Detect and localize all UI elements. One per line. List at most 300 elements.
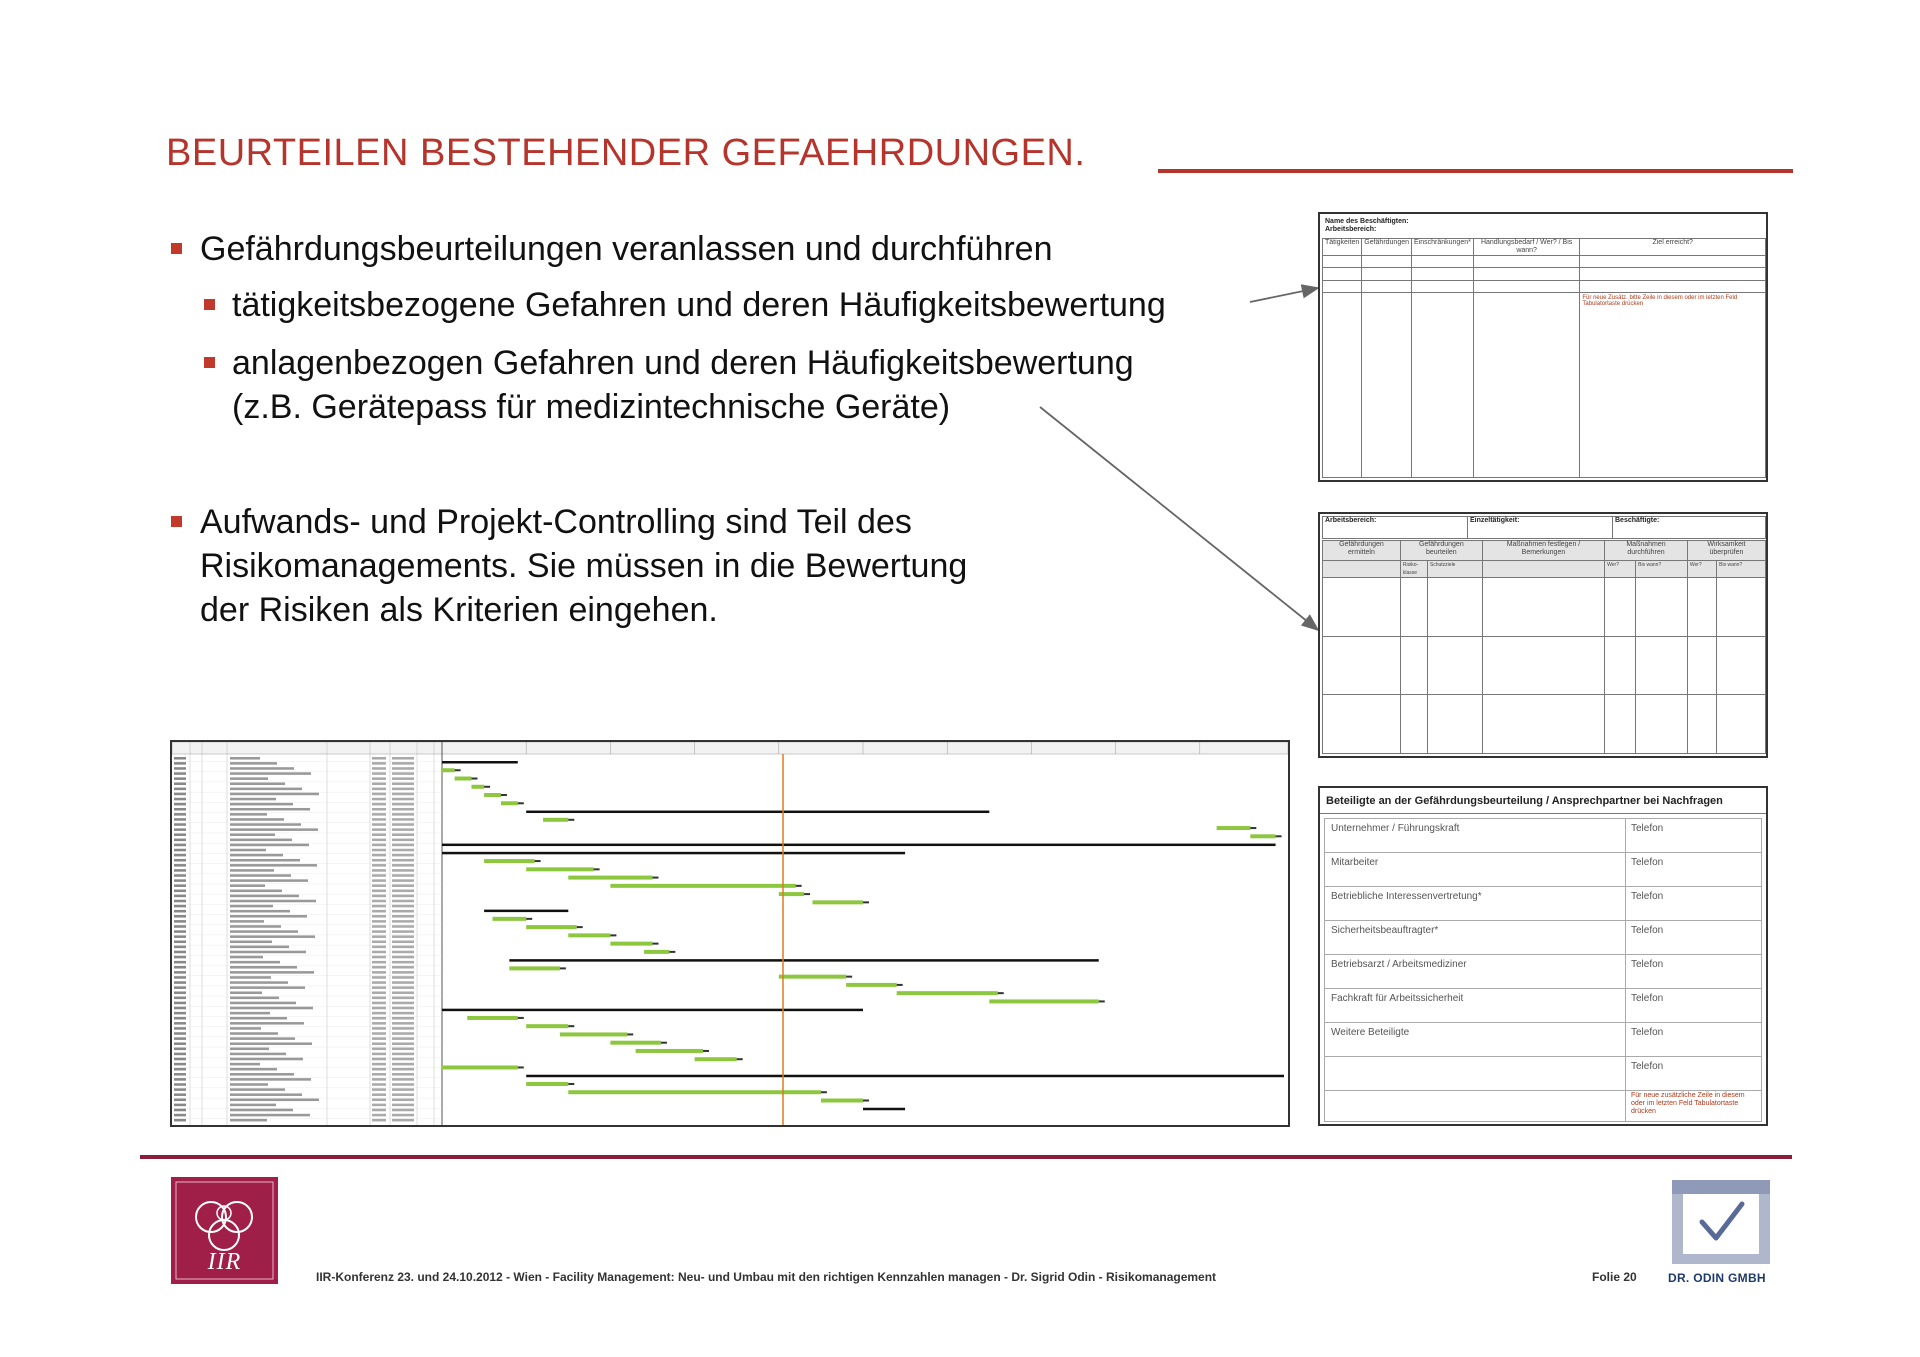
gantt-row-name — [230, 1037, 295, 1040]
gantt-task-bar — [897, 991, 998, 995]
gantt-task-label — [610, 934, 616, 936]
gantt-row-name — [230, 1017, 287, 1020]
gantt-task-label — [863, 901, 869, 903]
gantt-row-duration — [372, 991, 386, 994]
gantt-row-name — [230, 925, 281, 928]
gantt-row-start — [392, 1068, 414, 1071]
gantt-row-id — [174, 1037, 186, 1040]
gantt-row-name — [230, 986, 305, 989]
gantt-row-duration — [372, 1017, 386, 1020]
gantt-row-name — [230, 1007, 313, 1010]
gantt-row-start — [392, 844, 414, 847]
gantt-row-name — [230, 1104, 276, 1107]
gantt-row-duration — [372, 925, 386, 928]
gantt-task-label — [821, 1091, 827, 1093]
gantt-task-bar — [779, 975, 846, 979]
gantt-row-start — [392, 1104, 414, 1107]
form2-subcol: Risiko-klasse — [1400, 561, 1427, 578]
form1-area-label: Arbeitsbereich: — [1325, 226, 1377, 233]
gantt-row-id — [174, 1027, 186, 1030]
gantt-row-duration — [372, 1002, 386, 1005]
gantt-row-duration — [372, 905, 386, 908]
gantt-row-id — [174, 879, 186, 882]
gantt-row-name — [230, 900, 316, 903]
gantt-row-start — [392, 782, 414, 785]
gantt-row-start — [392, 890, 414, 893]
gantt-summary-bar — [484, 910, 568, 913]
gantt-row-start — [392, 879, 414, 882]
arrow-to-form-1 — [1250, 288, 1318, 302]
bullet-1: Gefährdungsbeurteilungen veranlassen und durchführen — [200, 230, 1053, 268]
gantt-row-duration — [372, 1068, 386, 1071]
gantt-row-name — [230, 844, 309, 847]
form-thumbnail-participants — [1318, 786, 1768, 1126]
gantt-row-id — [174, 869, 186, 872]
gantt-row-duration — [372, 777, 386, 780]
gantt-row-name — [230, 1109, 293, 1112]
gantt-row-duration — [372, 823, 386, 826]
gantt-task-label — [796, 885, 802, 887]
bullet-2-line-2: Risikomanagements. Sie müssen in die Bewertung — [200, 547, 968, 585]
gantt-task-label — [1250, 827, 1256, 829]
gantt-row-start — [392, 818, 414, 821]
gantt-row-duration — [372, 874, 386, 877]
gantt-row-start — [392, 1037, 414, 1040]
gantt-task-bar — [846, 983, 897, 987]
gantt-row-name — [230, 803, 293, 806]
gantt-row-name — [230, 879, 308, 882]
gantt-row-duration — [372, 1032, 386, 1035]
form3-row-name: Unternehmer / Führungskraft — [1331, 823, 1460, 834]
gantt-row-start — [392, 839, 414, 842]
gantt-row-id — [174, 859, 186, 862]
gantt-row-start — [392, 971, 414, 974]
form3-row-phone: Telefon — [1631, 823, 1664, 834]
gantt-summary-bar — [442, 1009, 863, 1012]
gantt-row-duration — [372, 1037, 386, 1040]
form1-col: Handlungsbedarf / Wer? / Bis wann? — [1473, 239, 1580, 256]
gantt-row-duration — [372, 757, 386, 760]
gantt-row-id — [174, 925, 186, 928]
gantt-row-start — [392, 808, 414, 811]
form3-title: Beteiligte an der Gefährdungsbeurteilung / Ansprechpartner bei Nachfragen — [1320, 788, 1766, 814]
form3-row-phone: Telefon — [1631, 1027, 1664, 1038]
gantt-row-start — [392, 1012, 414, 1015]
gantt-summary-bar — [509, 959, 1098, 962]
gantt-row-name — [230, 849, 266, 852]
gantt-row-duration — [372, 849, 386, 852]
gantt-task-label — [535, 860, 541, 862]
gantt-task-label — [998, 992, 1004, 994]
gantt-row-id — [174, 1114, 186, 1117]
gantt-row-duration — [372, 1058, 386, 1061]
form2-col: Wirksamkeit überprüfen — [1687, 541, 1765, 561]
gantt-row-duration — [372, 1042, 386, 1045]
gantt-task-label — [1276, 835, 1282, 837]
form1-note: Für neue Zusätz. bitte Zeile in diesem oder im letzten Feld Tabulatortaste drücken — [1582, 294, 1738, 307]
gantt-row-name — [230, 823, 301, 826]
gantt-row-name — [230, 920, 264, 923]
gantt-row-id — [174, 1073, 186, 1076]
gantt-row-duration — [372, 782, 386, 785]
gantt-row-duration — [372, 839, 386, 842]
gantt-row-name — [230, 1032, 278, 1035]
gantt-row-id — [174, 849, 186, 852]
gantt-row-name — [230, 1053, 286, 1056]
gantt-row-start — [392, 925, 414, 928]
gantt-row-duration — [372, 813, 386, 816]
gantt-row-id — [174, 1119, 186, 1122]
gantt-row-name — [230, 956, 263, 959]
gantt-row-start — [392, 1017, 414, 1020]
gantt-row-name — [230, 793, 319, 796]
gantt-row-duration — [372, 900, 386, 903]
gantt-row-id — [174, 833, 186, 836]
bullet-2-line-3: der Risiken als Kriterien eingehen. — [200, 591, 718, 629]
gantt-svg — [172, 742, 1288, 1125]
gantt-task-label — [1099, 1000, 1105, 1002]
gantt-task-bar — [501, 801, 518, 805]
gantt-task-bar — [560, 1032, 627, 1036]
gantt-task-bar — [471, 785, 484, 789]
gantt-row-id — [174, 844, 186, 847]
gantt-row-duration — [372, 1099, 386, 1102]
gantt-row-id — [174, 997, 186, 1000]
gantt-row-name — [230, 813, 267, 816]
form-thumbnail-activity-assessment — [1318, 512, 1768, 758]
gantt-row-start — [392, 798, 414, 801]
gantt-row-id — [174, 1058, 186, 1061]
form3-row-name: Betriebsarzt / Arbeitsmediziner — [1331, 959, 1467, 970]
gantt-task-bar — [610, 1041, 661, 1045]
gantt-row-name — [230, 946, 289, 949]
gantt-task-label — [518, 1066, 524, 1068]
gantt-row-id — [174, 1109, 186, 1112]
gantt-task-label — [863, 1099, 869, 1101]
gantt-row-name — [230, 1093, 302, 1096]
gantt-row-name — [230, 767, 294, 770]
bullet-1-sub-2-line-2: (z.B. Gerätepass für medizintechnische Geräte) — [232, 388, 951, 426]
gantt-chart-thumbnail — [170, 740, 1290, 1127]
gantt-row-duration — [372, 803, 386, 806]
gantt-row-name — [230, 833, 275, 836]
form1-table — [1322, 238, 1766, 478]
gantt-row-start — [392, 986, 414, 989]
gantt-task-label — [737, 1058, 743, 1060]
gantt-row-duration — [372, 762, 386, 765]
gantt-task-label — [568, 1083, 574, 1085]
form2-header: Arbeitsbereich: — [1323, 517, 1468, 539]
gantt-row-start — [392, 1119, 414, 1122]
form3-row — [1325, 853, 1761, 887]
form3-row — [1325, 1057, 1761, 1091]
form3-row-name: Fachkraft für Arbeitssicherheit — [1331, 993, 1464, 1004]
form3-row-name: Weitere Beteiligte — [1331, 1027, 1410, 1038]
gantt-task-bar — [989, 999, 1098, 1003]
gantt-row-start — [392, 1027, 414, 1030]
gantt-row-id — [174, 767, 186, 770]
gantt-row-duration — [372, 941, 386, 944]
gantt-row-start — [392, 941, 414, 944]
bullet-2-line-1: Aufwands- und Projekt-Controlling sind Teil des — [200, 503, 912, 541]
gantt-row-duration — [372, 844, 386, 847]
form2-header: Beschäftigte: — [1613, 517, 1766, 539]
gantt-row-start — [392, 1099, 414, 1102]
gantt-row-start — [392, 1007, 414, 1010]
gantt-row-id — [174, 884, 186, 887]
gantt-task-bar — [493, 917, 527, 921]
gantt-task-label — [518, 802, 524, 804]
slide-number: Folie 20 — [1592, 1270, 1637, 1284]
gantt-row-duration — [372, 1073, 386, 1076]
gantt-row-start — [392, 813, 414, 816]
gantt-row-duration — [372, 956, 386, 959]
gantt-row-id — [174, 915, 186, 918]
gantt-row-name — [230, 798, 276, 801]
gantt-row-id — [174, 1012, 186, 1015]
gantt-task-label — [560, 967, 566, 969]
gantt-row-start — [392, 1088, 414, 1091]
gantt-row-duration — [372, 1093, 386, 1096]
gantt-row-name — [230, 1022, 304, 1025]
gantt-row-start — [392, 1053, 414, 1056]
gantt-row-start — [392, 772, 414, 775]
gantt-row-name — [230, 971, 314, 974]
gantt-row-name — [230, 915, 307, 918]
gantt-row-duration — [372, 935, 386, 938]
gantt-row-id — [174, 961, 186, 964]
gantt-row-name — [230, 818, 284, 821]
form2-subcol: Bis wann? — [1636, 561, 1688, 578]
gantt-row-duration — [372, 1048, 386, 1051]
gantt-row-name — [230, 1083, 268, 1086]
gantt-row-start — [392, 854, 414, 857]
gantt-task-bar — [821, 1098, 863, 1102]
form3-row-phone: Telefon — [1631, 993, 1664, 1004]
gantt-row-name — [230, 864, 317, 867]
gantt-row-start — [392, 803, 414, 806]
gantt-row-id — [174, 808, 186, 811]
gantt-row-start — [392, 1109, 414, 1112]
gantt-row-duration — [372, 879, 386, 882]
gantt-row-duration — [372, 1053, 386, 1056]
gantt-row-id — [174, 971, 186, 974]
gantt-task-label — [568, 819, 574, 821]
gantt-row-id — [174, 900, 186, 903]
gantt-row-name — [230, 895, 299, 898]
gantt-row-name — [230, 910, 290, 913]
gantt-summary-bar — [863, 1108, 905, 1111]
gantt-row-start — [392, 828, 414, 831]
gantt-row-start — [392, 869, 414, 872]
gantt-row-duration — [372, 895, 386, 898]
gantt-row-start — [392, 1022, 414, 1025]
gantt-task-bar — [1250, 834, 1275, 838]
gantt-row-name — [230, 762, 277, 765]
gantt-row-duration — [372, 910, 386, 913]
gantt-row-start — [392, 981, 414, 984]
gantt-row-start — [392, 1114, 414, 1117]
form1-col: Gefährdungen — [1362, 239, 1412, 256]
gantt-row-start — [392, 767, 414, 770]
form1-col: Einschränkungen* — [1412, 239, 1474, 256]
gantt-row-duration — [372, 890, 386, 893]
gantt-row-name — [230, 777, 268, 780]
bullet-1-sub-2-line-1: anlagenbezogen Gefahren und deren Häufigkeitsbewertung — [232, 344, 1134, 382]
form2-col: Maßnahmen durchführen — [1605, 541, 1688, 561]
form-thumbnail-employee-assessment — [1318, 212, 1768, 482]
gantt-row-name — [230, 905, 273, 908]
gantt-row-name — [230, 890, 282, 893]
gantt-task-label — [846, 976, 852, 978]
gantt-task-bar — [568, 876, 652, 880]
gantt-row-name — [230, 981, 288, 984]
gantt-row-id — [174, 930, 186, 933]
gantt-row-duration — [372, 1022, 386, 1025]
gantt-row-start — [392, 966, 414, 969]
gantt-row-start — [392, 1002, 414, 1005]
form3-row — [1325, 989, 1761, 1023]
gantt-row-id — [174, 813, 186, 816]
gantt-row-start — [392, 757, 414, 760]
gantt-row-name — [230, 874, 291, 877]
gantt-row-duration — [372, 1012, 386, 1015]
gantt-row-start — [392, 823, 414, 826]
form3-row-name: Sicherheitsbeauftragter* — [1331, 925, 1439, 936]
gantt-row-start — [392, 1058, 414, 1061]
form1-name-label: Name des Beschäftigten: — [1325, 218, 1409, 225]
gantt-row-name — [230, 976, 271, 979]
gantt-row-duration — [372, 1119, 386, 1122]
gantt-row-start — [392, 849, 414, 852]
gantt-row-name — [230, 828, 318, 831]
gantt-row-duration — [372, 767, 386, 770]
form2-subcol: Wer? — [1687, 561, 1716, 578]
gantt-summary-bar — [526, 811, 989, 814]
gantt-row-id — [174, 1093, 186, 1096]
form2-table — [1322, 540, 1766, 754]
gantt-row-start — [392, 946, 414, 949]
gantt-row-id — [174, 941, 186, 944]
gantt-row-name — [230, 1073, 294, 1076]
gantt-row-start — [392, 762, 414, 765]
gantt-row-name — [230, 1114, 310, 1117]
gantt-summary-bar — [442, 844, 1276, 847]
gantt-row-id — [174, 788, 186, 791]
form3-row — [1325, 1023, 1761, 1057]
gantt-row-start — [392, 1083, 414, 1086]
gantt-row-id — [174, 1088, 186, 1091]
gantt-row-start — [392, 884, 414, 887]
gantt-row-start — [392, 793, 414, 796]
gantt-row-id — [174, 890, 186, 893]
gantt-task-bar — [442, 768, 455, 772]
gantt-row-duration — [372, 986, 386, 989]
gantt-task-label — [455, 769, 461, 771]
gantt-row-id — [174, 935, 186, 938]
gantt-row-id — [174, 1032, 186, 1035]
form3-note: Für neue zusätzliche Zeile in diesem oder im letzten Feld Tabulatortaste drücken — [1631, 1092, 1745, 1115]
gantt-task-bar — [610, 884, 795, 888]
gantt-row-id — [174, 777, 186, 780]
gantt-row-id — [174, 772, 186, 775]
gantt-task-bar — [568, 933, 610, 937]
gantt-task-label — [484, 786, 490, 788]
gantt-row-start — [392, 956, 414, 959]
gantt-row-id — [174, 1002, 186, 1005]
gantt-row-name — [230, 869, 274, 872]
form3-row-phone: Telefon — [1631, 925, 1664, 936]
gantt-row-duration — [372, 951, 386, 954]
gantt-row-id — [174, 818, 186, 821]
gantt-row-start — [392, 976, 414, 979]
gantt-task-bar — [509, 966, 560, 970]
gantt-task-label — [653, 877, 659, 879]
gantt-task-bar — [695, 1057, 737, 1061]
form3-row — [1325, 819, 1761, 853]
gantt-task-bar — [543, 818, 568, 822]
gantt-row-name — [230, 859, 300, 862]
gantt-row-name — [230, 772, 311, 775]
gantt-row-duration — [372, 818, 386, 821]
gantt-row-duration — [372, 1109, 386, 1112]
gantt-row-start — [392, 1063, 414, 1066]
gantt-row-name — [230, 1063, 260, 1066]
gantt-row-start — [392, 905, 414, 908]
gantt-row-id — [174, 793, 186, 796]
gantt-task-bar — [1217, 826, 1251, 830]
gantt-row-start — [392, 910, 414, 913]
gantt-row-id — [174, 1078, 186, 1081]
gantt-row-start — [392, 1048, 414, 1051]
form3-row-phone: Telefon — [1631, 1061, 1664, 1072]
gantt-row-duration — [372, 971, 386, 974]
gantt-row-duration — [372, 920, 386, 923]
gantt-row-id — [174, 991, 186, 994]
gantt-task-bar — [526, 925, 577, 929]
gantt-row-name — [230, 991, 262, 994]
gantt-task-label — [501, 794, 507, 796]
gantt-row-id — [174, 757, 186, 760]
gantt-row-id — [174, 798, 186, 801]
gantt-row-start — [392, 951, 414, 954]
gantt-task-bar — [484, 793, 501, 797]
gantt-task-label — [526, 918, 532, 920]
form3-row — [1325, 955, 1761, 989]
gantt-row-id — [174, 1068, 186, 1071]
gantt-row-name — [230, 854, 283, 857]
form2-col: Maßnahmen festlegen / Bemerkungen — [1482, 541, 1604, 561]
gantt-row-duration — [372, 930, 386, 933]
gantt-row-duration — [372, 1078, 386, 1081]
gantt-summary-bar — [442, 852, 905, 855]
gantt-row-id — [174, 1017, 186, 1020]
gantt-task-bar — [526, 1082, 568, 1086]
gantt-row-id — [174, 1099, 186, 1102]
gantt-row-duration — [372, 828, 386, 831]
gantt-row-duration — [372, 946, 386, 949]
gantt-row-name — [230, 1042, 312, 1045]
gantt-row-name — [230, 961, 280, 964]
gantt-row-duration — [372, 788, 386, 791]
gantt-row-name — [230, 1002, 296, 1005]
form2-header-table — [1322, 516, 1766, 539]
iir-logo-text: IIR — [207, 1249, 242, 1275]
gantt-row-id — [174, 951, 186, 954]
gantt-row-start — [392, 1093, 414, 1096]
gantt-row-id — [174, 920, 186, 923]
form3-row-phone: Telefon — [1631, 959, 1664, 970]
